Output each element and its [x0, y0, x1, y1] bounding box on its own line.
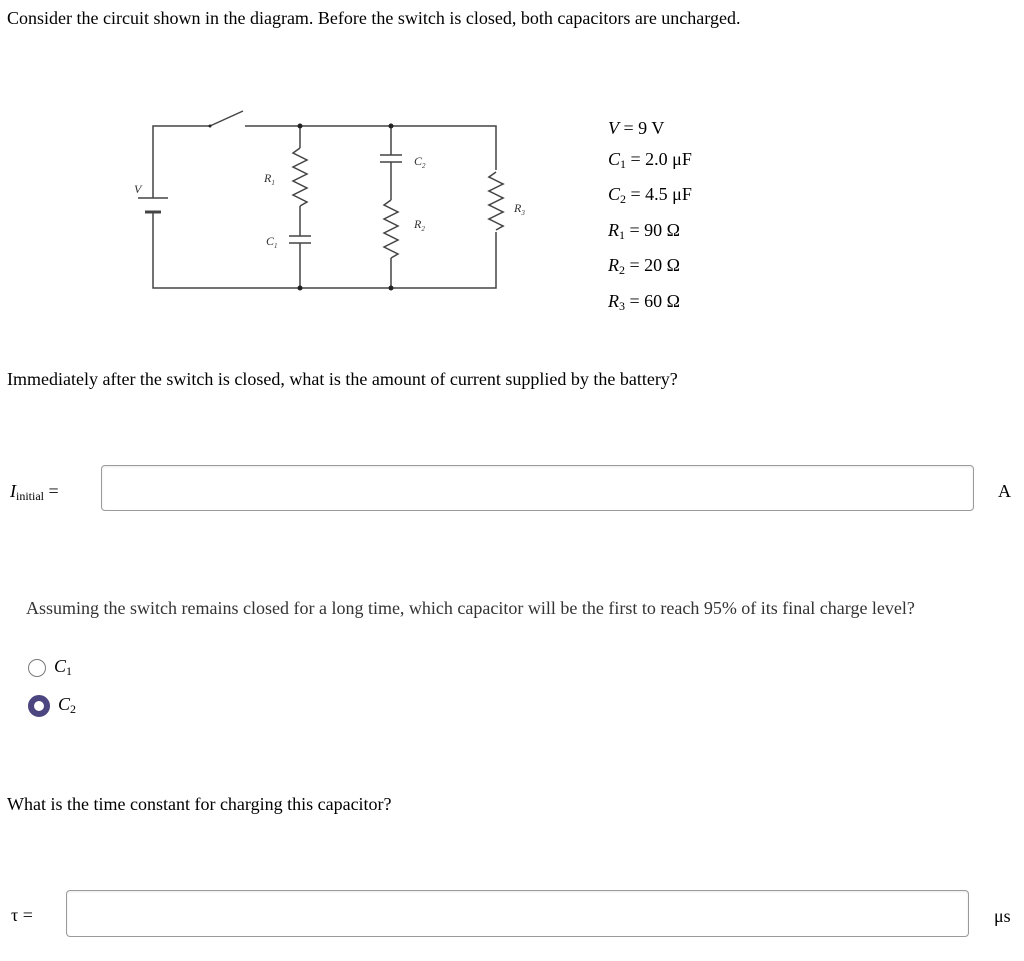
svg-text:R3: $R_3$ — [514, 201, 525, 217]
label-r1: R — [264, 171, 272, 185]
given-row: $R_2 = 20$ Ω — [608, 255, 681, 277]
label-r2: R — [414, 217, 422, 231]
time-constant-label: τ = — [11, 905, 33, 925]
junction-dot — [298, 124, 303, 129]
junction-dot — [389, 124, 394, 129]
option-c2-label: $C_2$ — [58, 694, 77, 716]
option-c1-label: $C_1$ — [54, 656, 73, 678]
label-c1: C — [266, 234, 275, 248]
option-c1[interactable] — [28, 656, 72, 679]
initial-current-label: $I_{initial}$ = — [10, 481, 59, 503]
initial-current-input[interactable] — [101, 465, 974, 511]
switch — [210, 111, 243, 126]
resistor-r1 — [293, 148, 307, 206]
question-3-text: What is the time constant for charging this capacitor? — [7, 794, 392, 814]
option-c2[interactable] — [28, 694, 76, 717]
svg-text:C2: $C_2$ — [414, 154, 426, 170]
current-unit: A — [998, 481, 1011, 501]
label-r3: R — [514, 201, 522, 215]
given-row: V = 9 V — [608, 118, 665, 138]
given-row: $R_1 = 90$ Ω — [608, 219, 681, 242]
given-row: $R_3 = 60$ Ω — [608, 290, 681, 313]
resistor-r2 — [384, 200, 398, 258]
time-constant-input[interactable] — [66, 890, 969, 937]
label-c2: C — [414, 154, 423, 168]
svg-text:R1: $R_1$ — [264, 171, 275, 187]
given-values — [608, 113, 692, 321]
problem-intro: Consider the circuit shown in the diagram. Before the switch is closed, both capacitors are uncharged. — [7, 8, 741, 28]
switch-pivot — [209, 125, 212, 128]
time-unit: μs — [994, 906, 1011, 926]
given-row: $C_2 = 4.5$ μF — [608, 184, 692, 206]
svg-text:R2: $R_2$ — [414, 217, 425, 233]
given-row: $C_1 = 2.0$ μF — [608, 148, 692, 171]
junction-dot — [389, 286, 394, 291]
wire-outer — [153, 126, 496, 288]
label-v: V — [134, 182, 142, 196]
circuit-diagram — [0, 0, 560, 300]
question-2-text: Assuming the switch remains closed for a long time, which capacitor will be the first to reach 95% of its final charge level? — [26, 598, 915, 618]
svg-text:C1: $C_1$ — [266, 234, 278, 250]
wire-left-top — [153, 126, 210, 198]
junction-dot — [298, 286, 303, 291]
radio-c1[interactable] — [28, 659, 46, 677]
radio-c2-selected[interactable] — [28, 695, 50, 717]
question-1-text: Immediately after the switch is closed, what is the amount of current supplied by the battery? — [7, 369, 678, 389]
